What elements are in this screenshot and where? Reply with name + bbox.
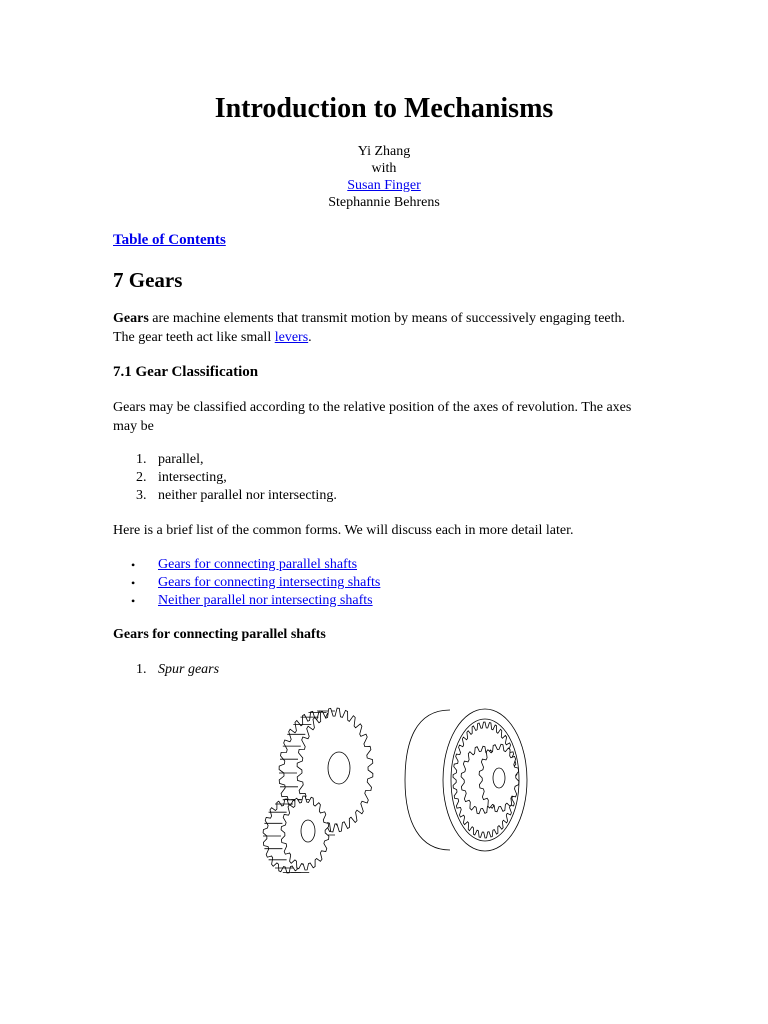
pinion-bore (493, 768, 505, 788)
list-item (113, 556, 380, 574)
bullet-marker: • (131, 576, 136, 590)
table-of-contents-link[interactable]: Table of Contents (113, 232, 226, 248)
subsection-heading: 7.1 Gear Classification (113, 364, 259, 380)
list-item (113, 592, 380, 610)
link-intersecting-shafts[interactable]: Gears for connecting intersecting shafts (158, 575, 381, 590)
author-link-susan-finger[interactable]: Susan Finger (347, 178, 421, 193)
link-neither-shafts[interactable]: Neither parallel nor intersecting shafts (158, 593, 373, 608)
forms-paragraph: Here is a brief list of the common forms. We will discuss each in more detail later. (113, 523, 574, 538)
author-block (0, 143, 768, 211)
list-item (113, 487, 337, 505)
list-item-text: intersecting, (158, 470, 227, 485)
internal-gear-diagram (405, 709, 527, 851)
intro-paragraph (113, 309, 643, 347)
levers-link[interactable]: levers (274, 330, 309, 345)
list-item (113, 661, 219, 679)
author-with: with (371, 161, 397, 176)
classification-paragraph: Gears may be classified according to the relative position of the axes of revolution. The axes may be (113, 400, 632, 434)
external-gear-pair-diagram (263, 708, 373, 873)
spur-gear-figure (255, 698, 545, 878)
list-item-text: parallel, (158, 452, 204, 467)
bullet-marker: • (131, 594, 136, 608)
small-gear-bore (301, 820, 315, 842)
forms-link-list (113, 556, 380, 610)
list-marker: 2. (136, 470, 147, 485)
list-item (113, 469, 337, 487)
author-secondary: Stephannie Behrens (328, 195, 440, 210)
author-primary: Yi Zhang (357, 144, 411, 159)
intro-text-1: are machine elements that transmit motion by means of successively engaging teeth. The gear teeth act like small (113, 311, 626, 345)
axes-list (113, 451, 337, 505)
list-item (113, 574, 380, 592)
list-marker: 1. (136, 662, 147, 677)
parallel-gear-list (113, 661, 219, 679)
document-title: Introduction to Mechanisms (214, 93, 554, 124)
list-marker: 3. (136, 488, 147, 503)
bullet-marker: • (131, 558, 136, 572)
section-heading: 7 Gears (113, 268, 183, 292)
large-gear-bore (328, 752, 350, 784)
intro-text-2: . (308, 330, 312, 345)
intro-bold-term: Gears (113, 311, 149, 326)
list-marker: 1. (136, 452, 147, 467)
list-item-text: Spur gears (158, 662, 220, 677)
link-parallel-shafts[interactable]: Gears for connecting parallel shafts (158, 557, 358, 572)
parallel-shafts-heading: Gears for connecting parallel shafts (113, 627, 326, 642)
list-item (113, 451, 337, 469)
list-item-text: neither parallel nor intersecting. (158, 488, 337, 503)
